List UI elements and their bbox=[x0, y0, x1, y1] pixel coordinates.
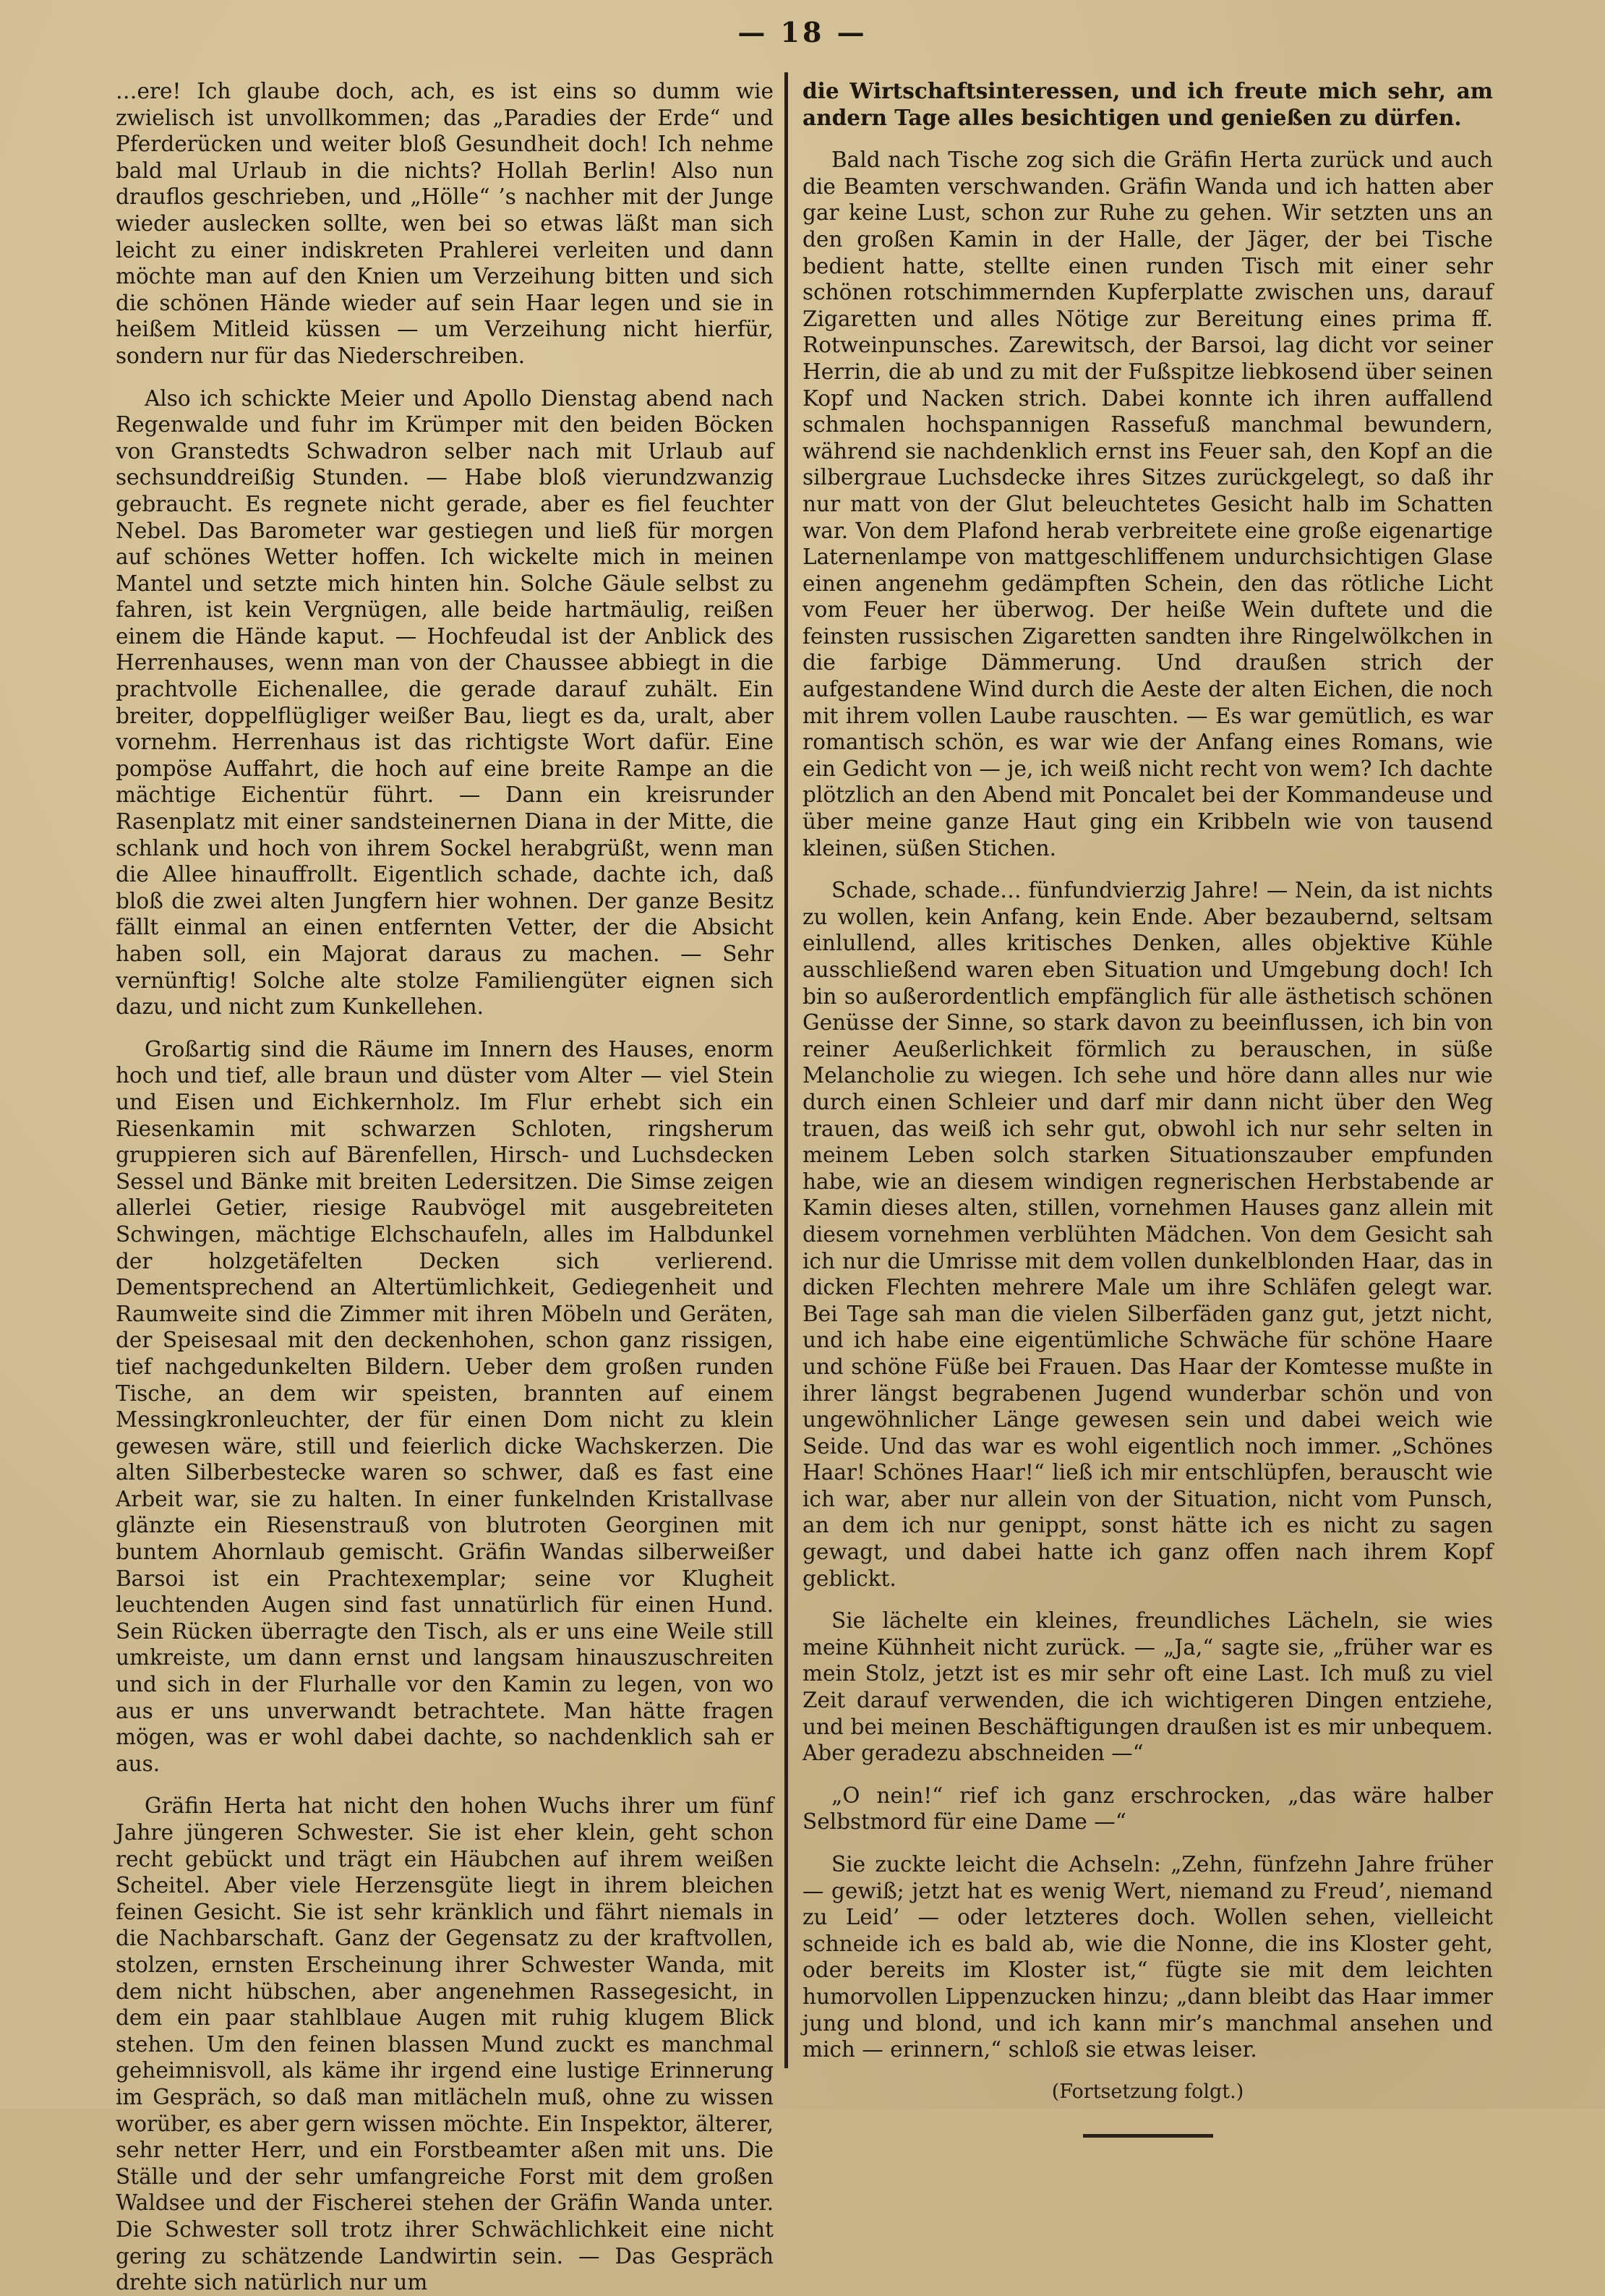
right-paragraph-4: Sie lächelte ein kleines, freundliches Lächeln, sie wies meine Kühnheit nicht zurück. — „Ja,“ sagte sie, „früher war es mein Stolz, jetzt ist es mir sehr oft eine Last. Ich muß zu viel Zeit darauf verwenden, die ich wichtigeren Dingen entziehe, und bei meinen Beschäftigungen draußen ist es mir unbequem. Aber geradezu abschneiden —“ bbox=[803, 1608, 1493, 1766]
left-column bbox=[116, 78, 774, 2295]
page-number: — 18 — bbox=[737, 16, 868, 48]
right-paragraph-3: Schade, schade… fünfundvierzig Jahre! — Nein, da ist nichts zu wollen, kein Anfang, kein Ende. Aber bezaubernd, seltsam einlullend, alles kritisches Denken, alles objektive Kühle ausschließend waren eben Situation und Umgebung doch! Ich bin so außerordentlich empfänglich für alle ästhetisch schönen Genüsse der Sinne, so stark davon zu beeinflussen, ich bin von reiner Aeußerlichkeit förmlich zu berauschen, in süße Melancholie zu wiegen. Ich sehe und höre dann alles nur wie durch einen Schleier und darf mir dann nicht über den Weg trauen, das weiß ich sehr gut, obwohl ich nur sehr selten in meinem Leben solch starken Situationszauber empfunden habe, wie an diesem windigen regnerischen Herbstabende ar Kamin dieses alten, stillen, vornehmen Hauses ganz allein mit diesem vornehmen verblühten Mädchen. Von dem Gesicht sah ich nur die Umrisse mit dem vollen dunkelblonden Haar, das in dicken Flechten mehrere Male um ihre Schläfen gelegt war. Bei Tage sah man die vielen Silberfäden ganz gut, jetzt nicht, und ich habe eine eigentümliche Schwäche für schöne Haare und schöne Füße bei Frauen. Das Haar der Komtesse mußte in ihrer längst begrabenen Jugend wunderbar schön und von ungewöhnlicher Länge gewesen sein und dabei weich wie Seide. Und das war es wohl eigentlich noch immer. „Schönes Haar! Schönes Haar!“ ließ ich mir entschlüpfen, berauscht wie ich war, aber nur allein von der Situation, nicht vom Punsch, an dem ich nur genippt, sonst hätte ich es nicht zu sagen gewagt, und dabei hatte ich ganz offen nach ihrem Kopf geblickt. bbox=[803, 878, 1493, 1591]
right-paragraph-1: die Wirtschaftsinteressen, und ich freute mich sehr, am andern Tage alles besichtigen und genießen zu dürfen. bbox=[803, 78, 1493, 130]
right-paragraph-6: Sie zuckte leicht die Achseln: „Zehn, fünfzehn Jahre früher — gewiß; jetzt hat es wenig Wert, niemand zu Freud’, niemand zu Leid’ — oder letzteres doch. Wollen sehen, vielleicht schneide ich es bald ab, wie die Nonne, die ins Kloster geht, oder bereits im Kloster ist,“ fügte sie mit dem leichten humorvollen Lippenzucken hinzu; „dann bleibt das Haar immer jung und blond, und ich kann mir’s manchmal ansehen und mich — erinnern,“ schloß sie etwas leiser. bbox=[803, 1852, 1493, 2062]
end-rule bbox=[1083, 2134, 1213, 2138]
right-paragraph-2: Bald nach Tische zog sich die Gräfin Herta zurück und auch die Beamten verschwanden. Gräfin Wanda und ich hatten aber gar keine Lust, schon zur Ruhe zu gehen. Wir setzten uns an den großen Kamin in der Halle, der Jäger, der bei Tische bedient hatte, stellte einen runden Tisch mit einer sehr schönen rotschimmernden Kupferplatte zwischen uns, darauf Zigaretten und alles Nötige zur Bereitung eines prima ff. Rotweinpunsches. Zarewitsch, der Barsoi, lag dicht vor seiner Herrin, die ab und zu mit der Fußspitze liebkosend über seinen Kopf und Nacken strich. Dabei konnte ich ihren auffallend schmalen hochspannigen Rassefuß manchmal bewundern, während sie nachdenklich ernst ins Feuer sah, den Kopf an die silbergraue Luchsdecke ihres Sitzes zurückgelegt, so daß ihr nur matt von der Glut beleuchtetes Gesicht halb im Schatten war. Von dem Plafond herab verbreitete eine große eigenartige Laternenlampe von mattgeschliffenem undurchsichtigen Glase einen angenehm gedämpften Schein, den das rötliche Licht vom Feuer her überwog. Der heiße Wein duftete und die feinsten russischen Zigaretten sandten ihre Ringelwölkchen in die farbige Dämmerung. Und draußen strich der aufgestandene Wind durch die Aeste der alten Eichen, die noch mit ihrem vollen Laube rauschten. — Es war gemütlich, es war romantisch schön, es war wie der Anfang eines Romans, wie ein Gedicht von — je, ich weiß nicht recht von wem? Ich dachte plötzlich an den Abend mit Poncalet bei der Kommandeuse und über meine ganze Haut ging ein Kribbeln wie von tausend kleinen, süßen Stichen. bbox=[803, 148, 1493, 861]
left-paragraph-2: Also ich schickte Meier und Apollo Dienstag abend nach Regenwalde und fuhr im Krümper mit den beiden Böcken von Granstedts Schwadron selber nach mit Urlaub auf sechsunddreißig Stunden. — Habe bloß vierundzwanzig gebraucht. Es regnete nicht gerade, aber es fiel feuchter Nebel. Das Barometer war gestiegen und ließ für morgen auf schönes Wetter hoffen. Ich wickelte mich in meinen Mantel und setzte mich hinten hin. Solche Gäule selbst zu fahren, ist kein Vergnügen, alle beide hartmäulig, reißen einem die Hände kaput. — Hochfeudal ist der Anblick des Herrenhauses, wenn man von der Chaussee abbiegt in die prachtvolle Eichenallee, die gerade darauf zuhält. Ein breiter, doppelflügliger weißer Bau, liegt es da, uralt, aber vornehm. Herrenhaus ist das richtigste Wort dafür. Eine pompöse Auffahrt, die hoch auf eine breite Rampe an die mächtige Eichentür führt. — Dann ein kreisrunder Rasenplatz mit einer sandsteinernen Diana in der Mitte, die schlank und hoch von ihrem Sockel herabgrüßt, wenn man die Allee hinauffrollt. Eigentlich schade, dachte ich, daß bloß die zwei alten Jungfern hier wohnen. Der ganze Besitz fällt einmal an einen entfernten Vetter, der die Absicht haben soll, ein Majorat daraus zu machen. — Sehr vernünftig! Solche alte stolze Familiengüter eignen sich dazu, und nicht zum Kunkellehen. bbox=[116, 385, 774, 1020]
left-paragraph-3: Großartig sind die Räume im Innern des Hauses, enorm hoch und tief, alle braun und düster vom Alter — viel Stein und Eisen und Eichkernholz. Im Flur erhebt sich ein Riesenkamin mit schwarzen Schloten, ringsherum gruppieren sich auf Bärenfellen, Hirsch- und Luchsdecken Sessel und Bänke mit breiten Ledersitzen. Die Simse zeigen allerlei Getier, riesige Raubvögel mit ausgebreiteten Schwingen, mächtige Elchschaufeln, alles im Halbdunkel der holzgetäfelten Decken sich verlierend. Dementsprechend an Altertümlichkeit, Gediegenheit und Raumweite sind die Zimmer mit ihren Möbeln und Geräten, der Speisesaal mit den deckenhohen, schon ganz rissigen, tief nachgedunkelten Bildern. Ueber dem großen runden Tische, an dem wir speisten, brannten auf einem Messingkronleuchter, der für einen Dom nicht zu klein gewesen wäre, still und feierlich dicke Wachskerzen. Die alten Silberbestecke waren so schwer, daß es fast eine Arbeit war, sie zu halten. In einer funkelnden Kristallvase glänzte ein Riesenstrauß von blutroten Georginen mit buntem Ahornlaub gemischt. Gräfin Wandas silberweißer Barsoi ist ein Prachtexemplar; seine vor Klugheit leuchtenden Augen sind fast unnatürlich für einen Hund. Sein Rücken überragte den Tisch, als er uns eine Weile still umkreiste, um dann ernst und langsam hinauszuschreiten und sich in der Flurhalle vor den Kamin zu legen, von wo aus er uns unverwandt betrachtete. Man hätte fragen mögen, was er wohl dabei dachte, so nachdenklich sah er aus. bbox=[116, 1036, 774, 1776]
left-paragraph-4: Gräfin Herta hat nicht den hohen Wuchs ihrer um fünf Jahre jüngeren Schwester. Sie ist eher klein, geht schon recht gebückt und trägt ein Häubchen auf ihrem weißen Scheitel. Aber viele Herzensgüte liegt in ihrem bleichen feinen Gesicht. Sie ist sehr kränklich und fährt niemals in die Nachbarschaft. Ganz der Gegensatz zu der kraftvollen, stolzen, ernsten Erscheinung ihrer Schwester Wanda, mit dem nicht hübschen, aber angenehmen Rassegesicht, in dem ein paar stahlblaue Augen mit ruhig klugem Blick stehen. Um den feinen blassen Mund zuckt es manchmal geheimnisvoll, als käme ihr irgend eine lustige Erinnerung im Gespräch, so daß man mitlächeln muß, ohne zu wissen worüber, es aber gern wissen möchte. Ein Inspektor, älterer, sehr netter Herr, und ein Forstbeamter aßen mit uns. Die Ställe und der sehr umfangreiche Forst mit dem großen Waldsee und der Fischerei stehen der Gräfin Wanda unter. Die Schwester soll trotz ihrer Schwächlichkeit eine nicht gering zu schätzende Landwirtin sein. — Das Gespräch drehte sich natürlich nur um bbox=[116, 1793, 774, 2295]
column-divider bbox=[784, 72, 788, 2068]
continuation-note: (Fortsetzung folgt.) bbox=[1051, 2080, 1244, 2103]
right-column bbox=[803, 78, 1493, 2103]
left-paragraph-1: …ere! Ich glaube doch, ach, es ist eins so dumm wie zwielisch ist unvollkommen; das „Paradies der Erde“ und Pferderücken und weiter bloß Gesundheit doch! Ich nehme bald mal Urlaub in die nichts? Hollah Berlin! Also nun drauflos geschrieben, und „Hölle“ ’s nachher mit der Junge wieder auslecken sollte, wen bei so etwas läßt man sich leicht zu einer indiskreten Prahlerei verleiten und dann möchte man auf den Knien um Verzeihung bitten und sich die schönen Hände wieder auf sein Haar legen und sie in heißem Mitleid küssen — um Verzeihung nicht hierfür, sondern nur für das Niederschreiben. bbox=[116, 79, 774, 368]
right-paragraph-5: „O nein!“ rief ich ganz erschrocken, „das wäre halber Selbstmord für eine Dame —“ bbox=[803, 1783, 1493, 1835]
